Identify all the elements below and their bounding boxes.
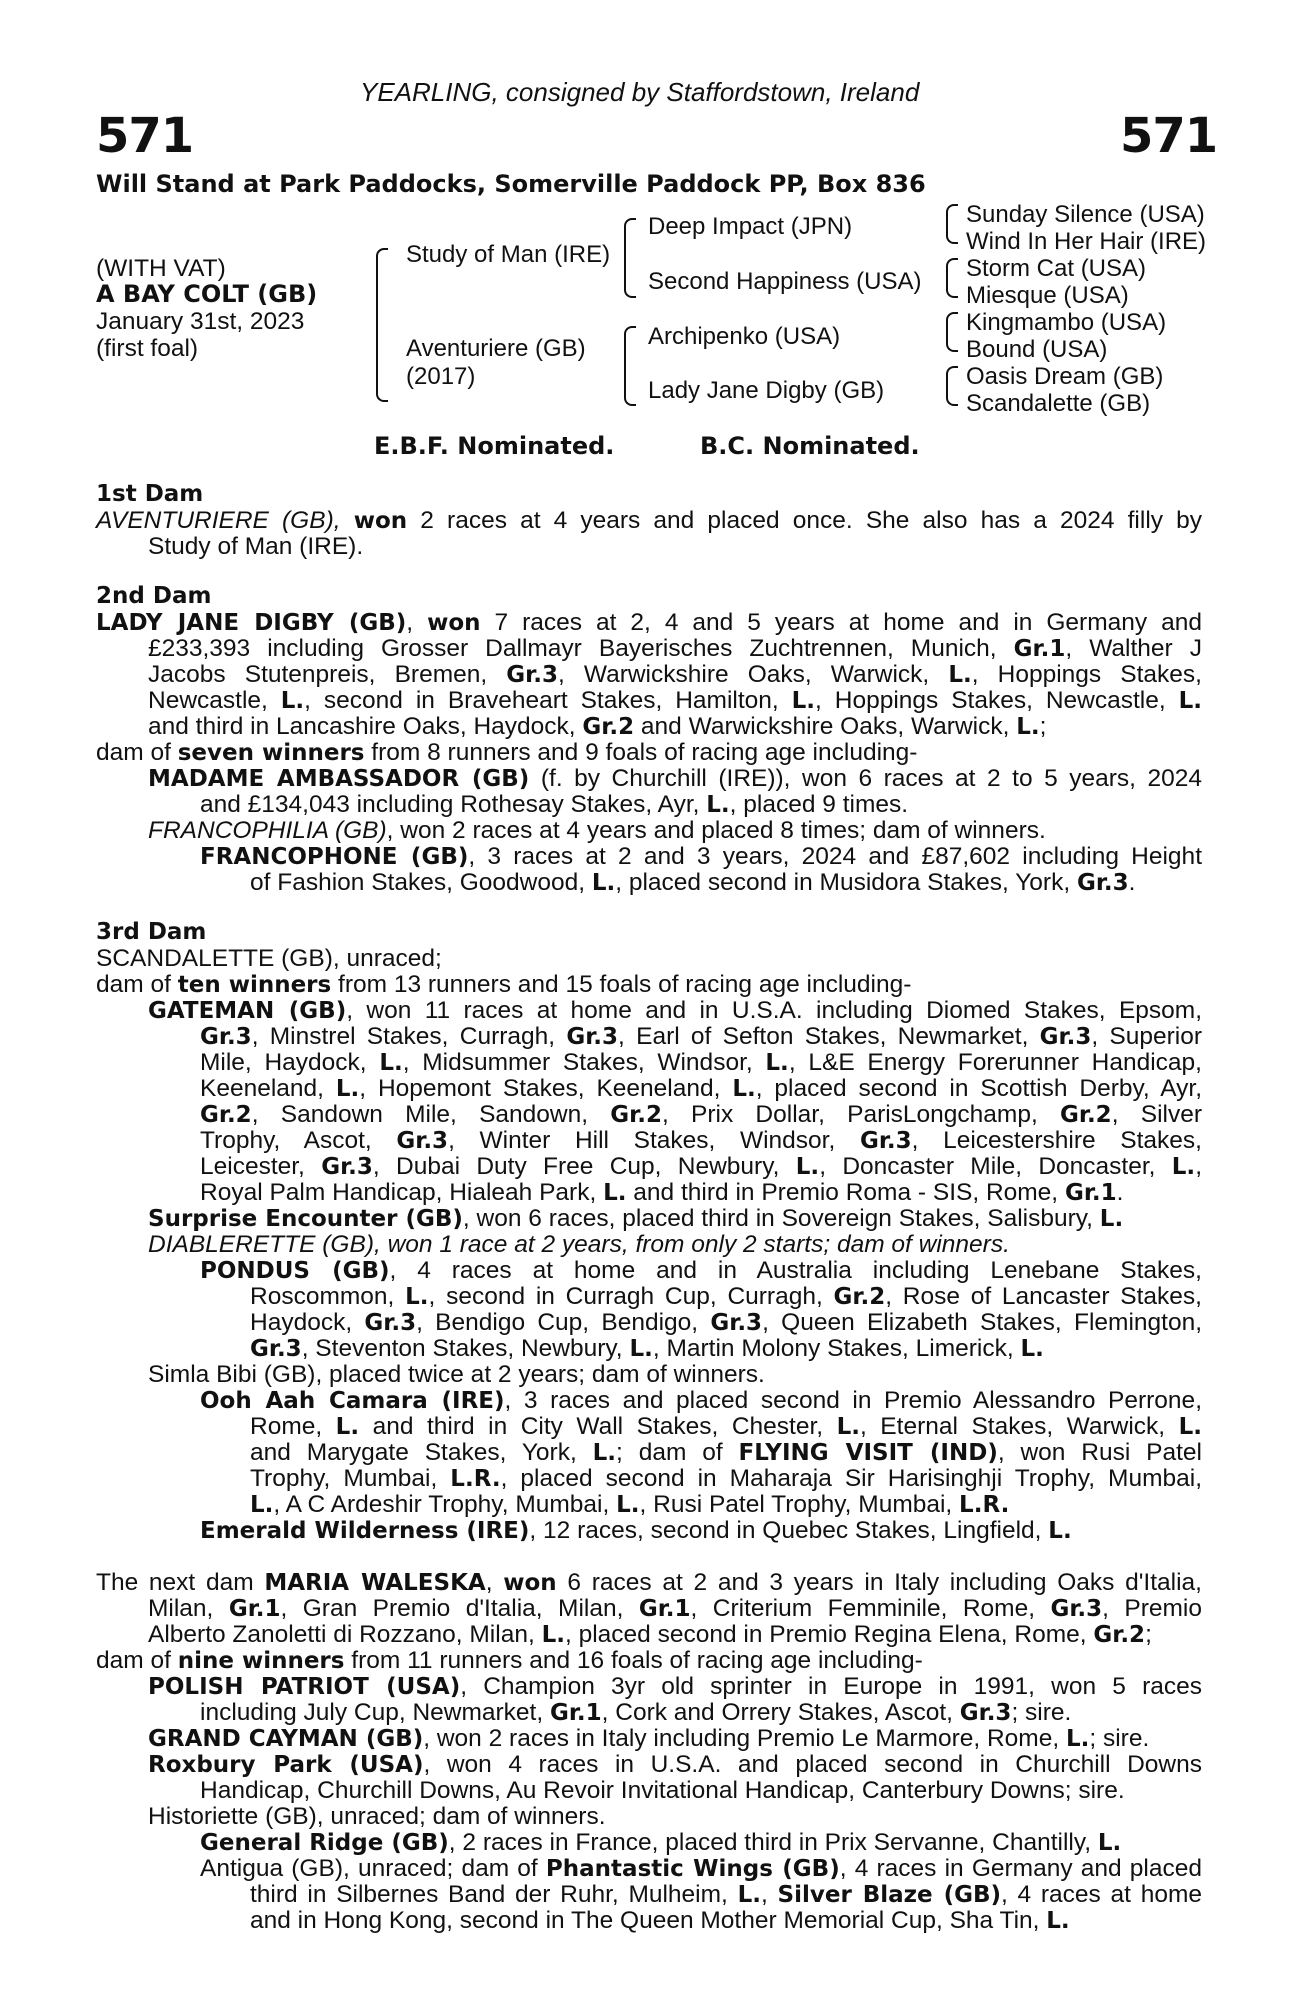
location-line: Will Stand at Park Paddocks, Somerville Paddock PP, Box 836 bbox=[96, 170, 926, 198]
grand-cayman-line: GRAND CAYMAN (GB), won 2 races in Italy including Premio Le Marmore, Rome, L.; sire. bbox=[148, 1725, 1150, 1752]
antigua-line-3: and in Hong Kong, second in The Queen Mother Memorial Cup, Sha Tin, L. bbox=[250, 1907, 1070, 1934]
next-dam-line-1: The next dam MARIA WALESKA, won 6 races at 2 and 3 years in Italy including Oaks d'Italia, bbox=[96, 1569, 1202, 1596]
ooh-aah-line-1: Ooh Aah Camara (IRE), 3 races and placed second in Premio Alessandro Perrone, bbox=[200, 1387, 1202, 1414]
third-dam-title: 3rd Dam bbox=[96, 919, 207, 945]
second-dam-line-3: Jacobs Stutenpreis, Bremen, Gr.3, Warwickshire Oaks, Warwick, L., Hoppings Stakes, bbox=[148, 661, 1202, 688]
antigua-line-2: third in Silbernes Band der Ruhr, Mulheim, L., Silver Blaze (GB), 4 races at home bbox=[250, 1881, 1202, 1908]
ooh-aah-line-3: and Marygate Stakes, York, L.; dam of FLYING VISIT (IND), won Rusi Patel bbox=[250, 1439, 1202, 1466]
second-dam-line-2: £233,393 including Grosser Dallmayr Bayerisches Zuchtrennen, Munich, Gr.1, Walther J bbox=[148, 635, 1203, 662]
horse-name: A BAY COLT (GB) bbox=[96, 280, 318, 308]
ebf-nomination: E.B.F. Nominated. bbox=[374, 432, 615, 460]
pedigree-dam: Aventuriere (GB) bbox=[406, 335, 586, 362]
gateman-line-7: Leicester, Gr.3, Dubai Duty Free Cup, Newbury, L., Doncaster Mile, Doncaster, L., bbox=[200, 1153, 1202, 1180]
pedigree-brace-sd bbox=[946, 258, 958, 298]
third-dam-intro: SCANDALETTE (GB), unraced; bbox=[96, 945, 442, 972]
pondus-line-3: Haydock, Gr.3, Bendigo Cup, Bendigo, Gr.3, Queen Elizabeth Stakes, Flemington, bbox=[250, 1309, 1203, 1336]
francophone-line-1: FRANCOPHONE (GB), 3 races at 2 and 3 years, 2024 and £87,602 including Height bbox=[200, 843, 1202, 870]
madame-ambassador-line-2: and £134,043 including Rothesay Stakes, Ayr, L., placed 9 times. bbox=[200, 791, 909, 818]
second-dam-produce-summary: dam of seven winners from 8 runners and 9 foals of racing age including- bbox=[96, 739, 918, 766]
pondus-line-1: PONDUS (GB), 4 races at home and in Australia including Lenebane Stakes, bbox=[200, 1257, 1202, 1284]
first-dam-line-1: AVENTURIERE (GB), won 2 races at 4 years and placed once. She also has a 2024 filly by bbox=[96, 507, 1203, 534]
roxbury-park-line-2: Handicap, Churchill Downs, Au Revoir Invitational Handicap, Canterbury Downs; sire. bbox=[200, 1777, 1125, 1804]
gateman-line-5: Gr.2, Sandown Mile, Sandown, Gr.2, Prix Dollar, ParisLongchamp, Gr.2, Silver bbox=[200, 1101, 1202, 1128]
consignment-line: YEARLING, consigned by Staffordstown, Ireland bbox=[360, 77, 920, 107]
simla-bibi-line: Simla Bibi (GB), placed twice at 2 years; dam of winners. bbox=[148, 1361, 765, 1388]
ooh-aah-line-2: Rome, L. and third in City Wall Stakes, Chester, L., Eternal Stakes, Warwick, L. bbox=[250, 1413, 1203, 1440]
pondus-line-4: Gr.3, Steventon Stakes, Newbury, L., Martin Molony Stakes, Limerick, L. bbox=[250, 1335, 1044, 1362]
pedigree-sdd: Miesque (USA) bbox=[966, 282, 1129, 309]
pedigree-sire-dam: Second Happiness (USA) bbox=[648, 268, 922, 295]
historiette-line: Historiette (GB), unraced; dam of winners. bbox=[148, 1803, 606, 1830]
next-dam-line-2: Milan, Gr.1, Gran Premio d'Italia, Milan, Gr.1, Criterium Femminile, Rome, Gr.3, Premio bbox=[148, 1595, 1202, 1622]
pedigree-sire-sire: Deep Impact (JPN) bbox=[648, 213, 853, 240]
vat-note: (WITH VAT) bbox=[96, 255, 226, 282]
pedigree-brace-sire bbox=[624, 218, 636, 298]
gateman-line-1: GATEMAN (GB), won 11 races at home and in U.S.A. including Diomed Stakes, Epsom, bbox=[148, 997, 1203, 1024]
antigua-line-1: Antigua (GB), unraced; dam of Phantastic Wings (GB), 4 races in Germany and placed bbox=[200, 1855, 1203, 1882]
second-dam-line-5: and third in Lancashire Oaks, Haydock, Gr.2 and Warwickshire Oaks, Warwick, L.; bbox=[148, 713, 1047, 740]
gateman-line-8: Royal Palm Handicap, Hialeah Park, L. and third in Premio Roma - SIS, Rome, Gr.1. bbox=[200, 1179, 1124, 1206]
third-dam-produce-summary: dam of ten winners from 13 runners and 15 foals of racing age including- bbox=[96, 971, 912, 998]
gateman-line-6: Trophy, Ascot, Gr.3, Winter Hill Stakes, Windsor, Gr.3, Leicestershire Stakes, bbox=[200, 1127, 1202, 1154]
horse-dob: January 31st, 2023 bbox=[96, 308, 305, 335]
pedigree-brace-dam bbox=[624, 326, 636, 406]
madame-ambassador-line-1: MADAME AMBASSADOR (GB) (f. by Churchill (IRE)), won 6 races at 2 to 5 years, 2024 bbox=[148, 765, 1202, 792]
horse-foal: (first foal) bbox=[96, 335, 199, 362]
pedigree-brace-ds bbox=[946, 312, 958, 352]
roxbury-park-line-1: Roxbury Park (USA), won 4 races in U.S.A. and placed second in Churchill Downs bbox=[148, 1751, 1202, 1778]
pondus-line-2: Roscommon, L., second in Curragh Cup, Curragh, Gr.2, Rose of Lancaster Stakes, bbox=[250, 1283, 1202, 1310]
next-dam-produce-summary: dam of nine winners from 11 runners and 16 foals of racing age including- bbox=[96, 1647, 923, 1674]
pedigree-dds: Oasis Dream (GB) bbox=[966, 363, 1164, 390]
pedigree-sss: Sunday Silence (USA) bbox=[966, 201, 1205, 228]
bc-nomination: B.C. Nominated. bbox=[700, 432, 920, 460]
pedigree-ssd: Wind In Her Hair (IRE) bbox=[966, 228, 1207, 255]
gateman-line-4: Keeneland, L., Hopemont Stakes, Keeneland, L., placed second in Scottish Derby, Ayr, bbox=[200, 1075, 1203, 1102]
pedigree-dss: Kingmambo (USA) bbox=[966, 309, 1167, 336]
polish-patriot-line-2: including July Cup, Newmarket, Gr.1, Cork and Orrery Stakes, Ascot, Gr.3; sire. bbox=[200, 1699, 1072, 1726]
pedigree-sire: Study of Man (IRE) bbox=[406, 241, 611, 268]
second-dam-line-1: LADY JANE DIGBY (GB), won 7 races at 2, 4 and 5 years at home and in Germany and bbox=[96, 609, 1202, 636]
pedigree-dam-year: (2017) bbox=[406, 363, 476, 390]
next-dam-line-3: Alberto Zanoletti di Rozzano, Milan, L., placed second in Premio Regina Elena, Rome, Gr.2; bbox=[148, 1621, 1152, 1648]
second-dam-title: 2nd Dam bbox=[96, 583, 212, 609]
pedigree-ddd: Scandalette (GB) bbox=[966, 390, 1151, 417]
francophone-line-2: of Fashion Stakes, Goodwood, L., placed second in Musidora Stakes, York, Gr.3. bbox=[250, 869, 1136, 896]
pedigree-sds: Storm Cat (USA) bbox=[966, 255, 1147, 282]
francophilia-line: FRANCOPHILIA (GB), won 2 races at 4 years and placed 8 times; dam of winners. bbox=[148, 817, 1046, 844]
lot-number-right: 571 bbox=[1120, 108, 1218, 164]
first-dam-line-2: Study of Man (IRE). bbox=[148, 533, 364, 560]
ooh-aah-line-5: L., A C Ardeshir Trophy, Mumbai, L., Rusi Patel Trophy, Mumbai, L.R. bbox=[250, 1491, 1010, 1518]
pedigree-dam-dam: Lady Jane Digby (GB) bbox=[648, 377, 885, 404]
lot-number-left: 571 bbox=[96, 108, 194, 164]
gateman-line-3: Mile, Haydock, L., Midsummer Stakes, Windsor, L., L&E Energy Forerunner Handicap, bbox=[200, 1049, 1202, 1076]
gateman-line-2: Gr.3, Minstrel Stakes, Curragh, Gr.3, Earl of Sefton Stakes, Newmarket, Gr.3, Superior bbox=[200, 1023, 1203, 1050]
surprise-encounter-line: Surprise Encounter (GB), won 6 races, placed third in Sovereign Stakes, Salisbury, L. bbox=[148, 1205, 1124, 1232]
ooh-aah-line-4: Trophy, Mumbai, L.R., placed second in Maharaja Sir Harisinghji Trophy, Mumbai, bbox=[250, 1465, 1203, 1492]
pedigree-dsd: Bound (USA) bbox=[966, 336, 1108, 363]
first-dam-title: 1st Dam bbox=[96, 481, 204, 507]
polish-patriot-line-1: POLISH PATRIOT (USA), Champion 3yr old sprinter in Europe in 1991, won 5 races bbox=[148, 1673, 1202, 1700]
pedigree-brace-ss bbox=[946, 204, 958, 244]
emerald-wilderness-line: Emerald Wilderness (IRE), 12 races, second in Quebec Stakes, Lingfield, L. bbox=[200, 1517, 1072, 1544]
second-dam-line-4: Newcastle, L., second in Braveheart Stakes, Hamilton, L., Hoppings Stakes, Newcastle, L. bbox=[148, 687, 1202, 714]
pedigree-brace-dd bbox=[946, 366, 958, 406]
diablerette-line: DIABLERETTE (GB), won 1 race at 2 years, from only 2 starts; dam of winners. bbox=[148, 1231, 1010, 1258]
general-ridge-line: General Ridge (GB), 2 races in France, placed third in Prix Servanne, Chantilly, L. bbox=[200, 1829, 1122, 1856]
pedigree-dam-sire: Archipenko (USA) bbox=[648, 323, 841, 350]
pedigree-brace-main bbox=[376, 248, 388, 402]
